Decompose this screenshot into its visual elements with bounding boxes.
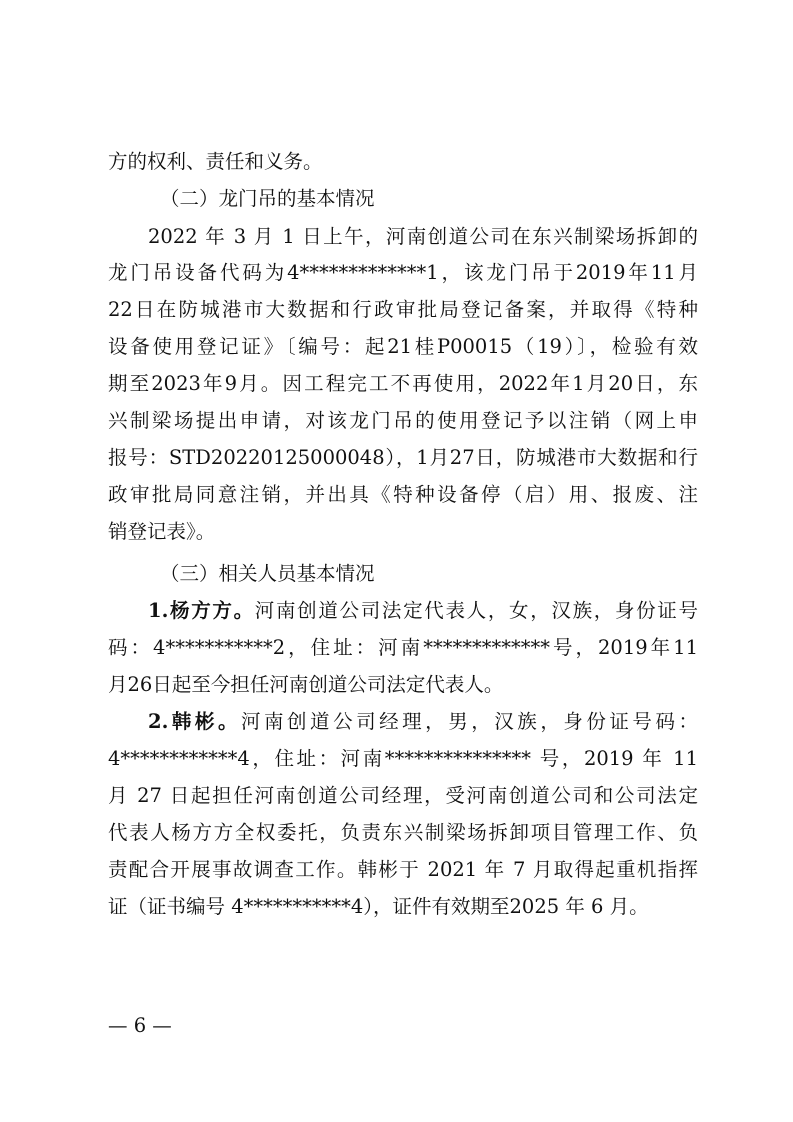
paragraph-line: 4************4，住址：河南*************** 号，2019 年 11: [108, 747, 698, 770]
person-description: 河南创道公司法定代表人，女，汉族，身份证号: [254, 599, 698, 622]
paragraph-line: 方的权利、责任和义务。: [108, 150, 323, 173]
paragraph-line: 责配合开展事故调查工作。韩彬于 2021 年 7 月取得起重机指挥: [108, 858, 698, 881]
section-heading-personnel: （三）相关人员基本情况: [160, 562, 375, 585]
paragraph-line: 销登记表》。: [108, 520, 216, 543]
paragraph-line: 月 27 日起担任河南创道公司经理，受河南创道公司和公司法定: [108, 784, 698, 807]
paragraph-line: 设备使用登记证》〔编号：起21桂P00015（19）〕，检验有效: [108, 335, 698, 358]
paragraph-line-person-1: [148, 594, 698, 628]
person-name-han: 2.韩彬。: [148, 710, 241, 733]
page-number: — 6 —: [108, 1014, 172, 1037]
paragraph-line: 龙门吊设备代码为4*************1，该龙门吊于2019年11月: [108, 261, 698, 284]
section-heading-gantry-crane: （二）龙门吊的基本情况: [160, 187, 375, 210]
paragraph-line: 月26日起至今担任河南创道公司法定代表人。: [108, 673, 504, 696]
person-name-yang: 1.杨方方。: [148, 599, 255, 622]
paragraph-line: 码：4***********2，住址：河南*************号，2019年11: [108, 636, 698, 659]
paragraph-line: 22日在防城港市大数据和行政审批局登记备案，并取得《特种: [108, 298, 698, 321]
paragraph-line: 兴制梁场提出申请，对该龙门吊的使用登记予以注销（网上申: [108, 409, 698, 432]
paragraph-line: 政审批局同意注销，并出具《特种设备停（启）用、报废、注: [108, 483, 698, 506]
paragraph-line: 2022 年 3 月 1 日上午，河南创道公司在东兴制梁场拆卸的: [148, 225, 698, 248]
person-description: 河南创道公司经理，男，汉族，身份证号码：: [240, 710, 698, 733]
paragraph-line: 代表人杨方方全权委托，负责东兴制梁场拆卸项目管理工作、负: [108, 821, 698, 844]
paragraph-line: 证（证书编号 4***********4），证件有效期至2025 年 6 月。: [108, 895, 649, 918]
paragraph-line: 报号：STD20220125000048），1月27日，防城港市大数据和行: [108, 446, 698, 469]
paragraph-line-person-2: [148, 705, 698, 739]
paragraph-line: 期至2023年9月。因工程完工不再使用，2022年1月20日，东: [108, 372, 698, 395]
